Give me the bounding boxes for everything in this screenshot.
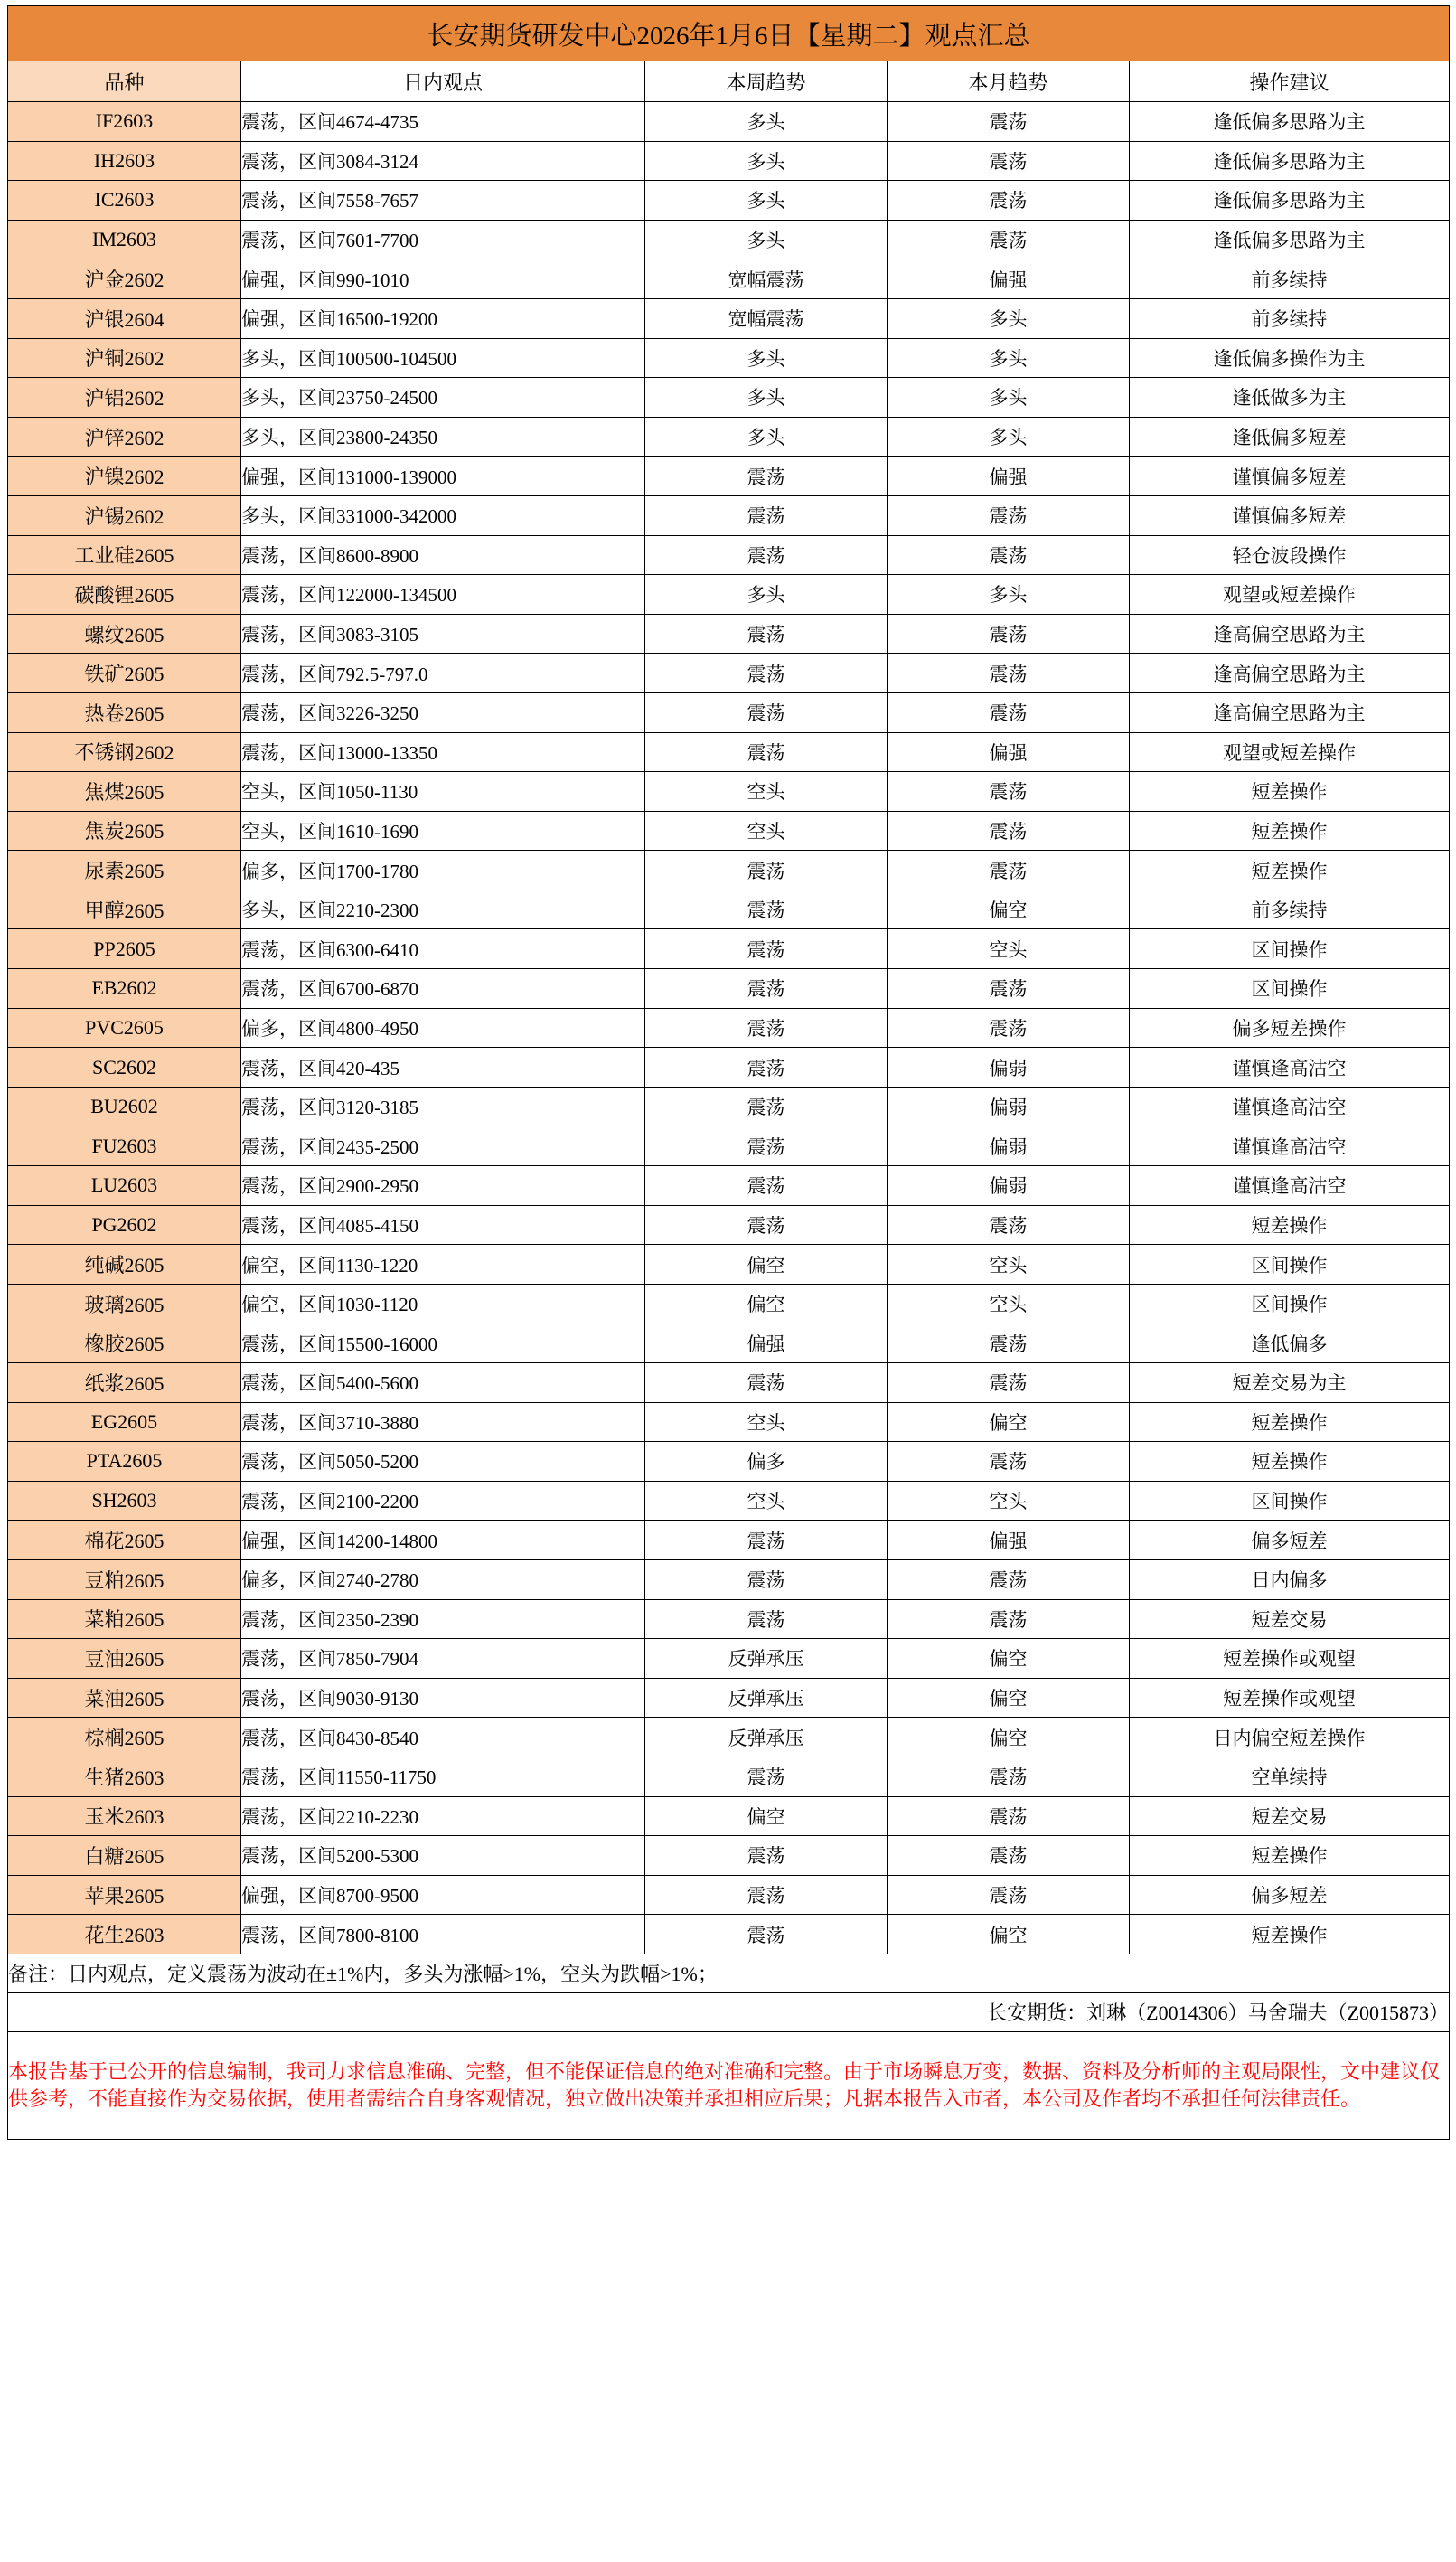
table-row — [8, 1284, 1450, 1323]
cell-intraday-view: 偏空，区间1030-1120 — [241, 1284, 645, 1323]
table-row — [8, 1126, 1450, 1166]
cell-variety: IF2603 — [8, 102, 241, 142]
cell-week-trend: 偏强 — [645, 1323, 888, 1363]
cell-advice: 逢低偏多短差 — [1130, 417, 1450, 457]
cell-intraday-view: 偏多，区间1700-1780 — [241, 851, 645, 890]
cell-advice: 谨慎逢高沽空 — [1130, 1087, 1450, 1126]
footer-note: 备注：日内观点，定义震荡为波动在±1%内，多头为涨幅>1%，空头为跌幅>1%； — [8, 1954, 1450, 1992]
column-header-intraday: 日内观点 — [241, 61, 645, 102]
table-row — [8, 1481, 1450, 1521]
table-row — [8, 1363, 1450, 1403]
cell-intraday-view: 偏强，区间990-1010 — [241, 259, 645, 299]
cell-month-trend: 震荡 — [888, 654, 1130, 693]
cell-intraday-view: 震荡，区间7850-7904 — [241, 1639, 645, 1679]
cell-intraday-view: 震荡，区间420-435 — [241, 1048, 645, 1088]
cell-advice: 逢低偏多思路为主 — [1130, 102, 1450, 142]
cell-week-trend: 震荡 — [645, 929, 888, 969]
cell-advice: 短差操作 — [1130, 772, 1450, 812]
cell-week-trend: 震荡 — [645, 732, 888, 772]
cell-week-trend: 多头 — [645, 417, 888, 457]
cell-variety: 螺纹2605 — [8, 614, 241, 654]
cell-week-trend: 偏空 — [645, 1284, 888, 1323]
cell-intraday-view: 震荡，区间2435-2500 — [241, 1126, 645, 1166]
signature-row — [8, 1992, 1450, 2031]
table-row — [8, 811, 1450, 851]
cell-month-trend: 震荡 — [888, 851, 1130, 890]
cell-advice: 观望或短差操作 — [1130, 732, 1450, 772]
cell-intraday-view: 震荡，区间4085-4150 — [241, 1205, 645, 1245]
table-row — [8, 851, 1450, 890]
cell-variety: PG2602 — [8, 1205, 241, 1245]
cell-intraday-view: 震荡，区间7558-7657 — [241, 181, 645, 221]
cell-week-trend: 反弹承压 — [645, 1718, 888, 1757]
cell-intraday-view: 多头，区间100500-104500 — [241, 338, 645, 378]
cell-advice: 短差操作 — [1130, 1836, 1450, 1876]
cell-week-trend: 空头 — [645, 811, 888, 851]
cell-week-trend: 多头 — [645, 102, 888, 142]
cell-variety: 棉花2605 — [8, 1521, 241, 1560]
cell-month-trend: 偏强 — [888, 732, 1130, 772]
cell-week-trend: 多头 — [645, 378, 888, 418]
cell-advice: 短差操作 — [1130, 1442, 1450, 1482]
cell-advice: 谨慎偏多短差 — [1130, 457, 1450, 496]
cell-week-trend: 震荡 — [645, 1205, 888, 1245]
cell-variety: 纯碱2605 — [8, 1245, 241, 1285]
cell-variety: 甲醇2605 — [8, 890, 241, 929]
cell-advice: 轻仓波段操作 — [1130, 535, 1450, 575]
table-row — [8, 929, 1450, 969]
cell-advice: 短差操作 — [1130, 1205, 1450, 1245]
cell-intraday-view: 震荡，区间122000-134500 — [241, 575, 645, 615]
cell-week-trend: 震荡 — [645, 1126, 888, 1166]
cell-intraday-view: 偏强，区间8700-9500 — [241, 1875, 645, 1915]
cell-intraday-view: 震荡，区间6300-6410 — [241, 929, 645, 969]
cell-month-trend: 震荡 — [888, 220, 1130, 259]
cell-variety: 生猪2603 — [8, 1757, 241, 1796]
cell-intraday-view: 震荡，区间2350-2390 — [241, 1599, 645, 1639]
table-row — [8, 417, 1450, 457]
report-table — [7, 5, 1450, 2140]
cell-intraday-view: 多头，区间23750-24500 — [241, 378, 645, 418]
cell-advice: 短差交易为主 — [1130, 1363, 1450, 1403]
table-row — [8, 1875, 1450, 1915]
note-row — [8, 1954, 1450, 1992]
header-row — [8, 61, 1450, 102]
cell-week-trend: 偏空 — [645, 1245, 888, 1285]
cell-advice: 短差操作 — [1130, 1915, 1450, 1954]
cell-variety: 菜油2605 — [8, 1678, 241, 1718]
cell-advice: 短差交易 — [1130, 1796, 1450, 1836]
cell-month-trend: 震荡 — [888, 969, 1130, 1009]
cell-advice: 前多续持 — [1130, 890, 1450, 929]
cell-month-trend: 偏强 — [888, 1521, 1130, 1560]
cell-month-trend: 空头 — [888, 1284, 1130, 1323]
cell-month-trend: 空头 — [888, 1245, 1130, 1285]
cell-intraday-view: 震荡，区间3084-3124 — [241, 141, 645, 181]
cell-advice: 日内偏多 — [1130, 1559, 1450, 1599]
cell-variety: 不锈钢2602 — [8, 732, 241, 772]
cell-intraday-view: 震荡，区间3226-3250 — [241, 692, 645, 732]
table-row — [8, 969, 1450, 1009]
cell-variety: 沪铜2602 — [8, 338, 241, 378]
cell-variety: BU2602 — [8, 1087, 241, 1126]
table-row — [8, 1836, 1450, 1876]
cell-variety: 焦煤2605 — [8, 772, 241, 812]
page-title: 长安期货研发中心2026年1月6日【星期二】观点汇总 — [8, 6, 1450, 61]
cell-intraday-view: 震荡，区间8600-8900 — [241, 535, 645, 575]
table-row — [8, 338, 1450, 378]
cell-advice: 空单续持 — [1130, 1757, 1450, 1796]
cell-variety: 豆油2605 — [8, 1639, 241, 1679]
cell-week-trend: 多头 — [645, 220, 888, 259]
cell-intraday-view: 震荡，区间13000-13350 — [241, 732, 645, 772]
cell-advice: 短差操作 — [1130, 851, 1450, 890]
cell-variety: 苹果2605 — [8, 1875, 241, 1915]
cell-advice: 观望或短差操作 — [1130, 575, 1450, 615]
cell-variety: SC2602 — [8, 1048, 241, 1088]
cell-intraday-view: 多头，区间331000-342000 — [241, 495, 645, 535]
cell-variety: EB2602 — [8, 969, 241, 1009]
cell-week-trend: 空头 — [645, 772, 888, 812]
cell-variety: PTA2605 — [8, 1442, 241, 1482]
cell-intraday-view: 震荡，区间3083-3105 — [241, 614, 645, 654]
cell-month-trend: 震荡 — [888, 811, 1130, 851]
cell-month-trend: 偏强 — [888, 259, 1130, 299]
cell-intraday-view: 震荡，区间6700-6870 — [241, 969, 645, 1009]
cell-intraday-view: 偏多，区间2740-2780 — [241, 1559, 645, 1599]
cell-month-trend: 震荡 — [888, 1559, 1130, 1599]
column-header-week-trend: 本周趋势 — [645, 61, 888, 102]
cell-month-trend: 多头 — [888, 417, 1130, 457]
table-row — [8, 614, 1450, 654]
cell-week-trend: 多头 — [645, 181, 888, 221]
cell-week-trend: 震荡 — [645, 614, 888, 654]
table-row — [8, 1442, 1450, 1482]
cell-variety: FU2603 — [8, 1126, 241, 1166]
cell-intraday-view: 震荡，区间5050-5200 — [241, 1442, 645, 1482]
table-row — [8, 1402, 1450, 1442]
cell-variety: 沪铝2602 — [8, 378, 241, 418]
cell-variety: 棕榈2605 — [8, 1718, 241, 1757]
cell-month-trend: 震荡 — [888, 1323, 1130, 1363]
cell-week-trend: 震荡 — [645, 890, 888, 929]
cell-advice: 短差操作或观望 — [1130, 1639, 1450, 1679]
cell-advice: 区间操作 — [1130, 969, 1450, 1009]
cell-advice: 短差操作或观望 — [1130, 1678, 1450, 1718]
cell-week-trend: 宽幅震荡 — [645, 298, 888, 338]
table-row — [8, 259, 1450, 299]
cell-month-trend: 震荡 — [888, 772, 1130, 812]
cell-variety: IM2603 — [8, 220, 241, 259]
cell-advice: 偏多短差 — [1130, 1521, 1450, 1560]
table-row — [8, 1559, 1450, 1599]
cell-week-trend: 震荡 — [645, 969, 888, 1009]
table-row — [8, 495, 1450, 535]
table-row — [8, 181, 1450, 221]
cell-week-trend: 反弹承压 — [645, 1639, 888, 1679]
column-header-variety: 品种 — [8, 61, 241, 102]
cell-intraday-view: 偏空，区间1130-1220 — [241, 1245, 645, 1285]
cell-month-trend: 偏空 — [888, 1718, 1130, 1757]
cell-intraday-view: 空头，区间1610-1690 — [241, 811, 645, 851]
cell-week-trend: 偏多 — [645, 1442, 888, 1482]
cell-advice: 逢低偏多操作为主 — [1130, 338, 1450, 378]
footer-disclaimer: 本报告基于已公开的信息编制，我司力求信息准确、完整，但不能保证信息的绝对准确和完整。由于市场瞬息万变，数据、资料及分析师的主观局限性，文中建议仅供参考，不能直接作为交易依据，使用者需结合自身客观情况，独立做出决策并承担相应后果；凡据本报告入市者，本公司及作者均不承担任何法律责任。 — [8, 2031, 1450, 2139]
table-row — [8, 1205, 1450, 1245]
cell-intraday-view: 震荡，区间9030-9130 — [241, 1678, 645, 1718]
cell-month-trend: 偏空 — [888, 1915, 1130, 1954]
table-row — [8, 1796, 1450, 1836]
cell-variety: 豆粕2605 — [8, 1559, 241, 1599]
cell-month-trend: 偏弱 — [888, 1048, 1130, 1088]
cell-month-trend: 震荡 — [888, 692, 1130, 732]
cell-intraday-view: 偏强，区间16500-19200 — [241, 298, 645, 338]
cell-month-trend: 偏空 — [888, 1678, 1130, 1718]
cell-intraday-view: 震荡，区间11550-11750 — [241, 1757, 645, 1796]
table-row — [8, 692, 1450, 732]
cell-variety: 纸浆2605 — [8, 1363, 241, 1403]
table-row — [8, 457, 1450, 496]
cell-advice: 逢高偏空思路为主 — [1130, 614, 1450, 654]
cell-month-trend: 偏强 — [888, 457, 1130, 496]
cell-variety: SH2603 — [8, 1481, 241, 1521]
cell-month-trend: 偏弱 — [888, 1126, 1130, 1166]
cell-intraday-view: 震荡，区间2900-2950 — [241, 1166, 645, 1206]
cell-intraday-view: 震荡，区间2100-2200 — [241, 1481, 645, 1521]
cell-intraday-view: 震荡，区间3710-3880 — [241, 1402, 645, 1442]
cell-intraday-view: 震荡，区间792.5-797.0 — [241, 654, 645, 693]
cell-variety: LU2603 — [8, 1166, 241, 1206]
table-row — [8, 378, 1450, 418]
cell-advice: 谨慎逢高沽空 — [1130, 1166, 1450, 1206]
cell-advice: 谨慎逢高沽空 — [1130, 1126, 1450, 1166]
cell-month-trend: 偏空 — [888, 1402, 1130, 1442]
cell-month-trend: 震荡 — [888, 1796, 1130, 1836]
cell-week-trend: 震荡 — [645, 535, 888, 575]
table-row — [8, 890, 1450, 929]
title-row — [8, 6, 1450, 61]
cell-week-trend: 震荡 — [645, 1599, 888, 1639]
cell-advice: 偏多短差操作 — [1130, 1008, 1450, 1048]
cell-month-trend: 震荡 — [888, 102, 1130, 142]
table-row — [8, 1166, 1450, 1206]
table-row — [8, 772, 1450, 812]
table-row — [8, 298, 1450, 338]
table-row — [8, 1639, 1450, 1679]
cell-advice: 区间操作 — [1130, 1481, 1450, 1521]
cell-intraday-view: 震荡，区间8430-8540 — [241, 1718, 645, 1757]
cell-month-trend: 震荡 — [888, 1875, 1130, 1915]
cell-variety: 铁矿2605 — [8, 654, 241, 693]
cell-advice: 逢高偏空思路为主 — [1130, 654, 1450, 693]
cell-variety: 沪金2602 — [8, 259, 241, 299]
cell-week-trend: 震荡 — [645, 1559, 888, 1599]
column-header-advice: 操作建议 — [1130, 61, 1450, 102]
cell-advice: 谨慎逢高沽空 — [1130, 1048, 1450, 1088]
cell-variety: 尿素2605 — [8, 851, 241, 890]
cell-month-trend: 震荡 — [888, 1599, 1130, 1639]
cell-intraday-view: 震荡，区间5400-5600 — [241, 1363, 645, 1403]
table-row — [8, 1008, 1450, 1048]
cell-advice: 区间操作 — [1130, 929, 1450, 969]
table-row — [8, 1678, 1450, 1718]
table-row — [8, 1599, 1450, 1639]
cell-variety: IC2603 — [8, 181, 241, 221]
cell-month-trend: 震荡 — [888, 181, 1130, 221]
cell-advice: 短差操作 — [1130, 1402, 1450, 1442]
cell-intraday-view: 震荡，区间5200-5300 — [241, 1836, 645, 1876]
cell-month-trend: 偏空 — [888, 890, 1130, 929]
cell-month-trend: 震荡 — [888, 1205, 1130, 1245]
cell-variety: 碳酸锂2605 — [8, 575, 241, 615]
cell-intraday-view: 偏强，区间14200-14800 — [241, 1521, 645, 1560]
cell-advice: 短差交易 — [1130, 1599, 1450, 1639]
cell-intraday-view: 震荡，区间15500-16000 — [241, 1323, 645, 1363]
table-row — [8, 141, 1450, 181]
cell-week-trend: 震荡 — [645, 1875, 888, 1915]
column-header-month-trend: 本月趋势 — [888, 61, 1130, 102]
cell-week-trend: 宽幅震荡 — [645, 259, 888, 299]
disclaimer-row — [8, 2031, 1450, 2139]
footer-signature: 长安期货：刘琳（Z0014306）马舍瑞夫（Z0015873） — [8, 1992, 1450, 2031]
cell-month-trend: 空头 — [888, 1481, 1130, 1521]
cell-advice: 逢低偏多 — [1130, 1323, 1450, 1363]
cell-advice: 逢低偏多思路为主 — [1130, 141, 1450, 181]
cell-variety: 菜粕2605 — [8, 1599, 241, 1639]
table-row — [8, 102, 1450, 142]
table-row — [8, 220, 1450, 259]
cell-month-trend: 震荡 — [888, 141, 1130, 181]
cell-intraday-view: 多头，区间2210-2300 — [241, 890, 645, 929]
cell-month-trend: 偏弱 — [888, 1087, 1130, 1126]
cell-week-trend: 震荡 — [645, 1836, 888, 1876]
cell-month-trend: 震荡 — [888, 614, 1130, 654]
cell-week-trend: 震荡 — [645, 851, 888, 890]
cell-month-trend: 偏弱 — [888, 1166, 1130, 1206]
cell-week-trend: 反弹承压 — [645, 1678, 888, 1718]
cell-variety: 沪锡2602 — [8, 495, 241, 535]
table-row — [8, 535, 1450, 575]
cell-week-trend: 震荡 — [645, 1521, 888, 1560]
cell-intraday-view: 震荡，区间3120-3185 — [241, 1087, 645, 1126]
cell-variety: 玉米2603 — [8, 1796, 241, 1836]
cell-advice: 区间操作 — [1130, 1284, 1450, 1323]
table-row — [8, 1521, 1450, 1560]
cell-advice: 区间操作 — [1130, 1245, 1450, 1285]
cell-intraday-view: 震荡，区间2210-2230 — [241, 1796, 645, 1836]
cell-variety: 白糖2605 — [8, 1836, 241, 1876]
cell-week-trend: 多头 — [645, 575, 888, 615]
cell-advice: 偏多短差 — [1130, 1875, 1450, 1915]
cell-month-trend: 多头 — [888, 298, 1130, 338]
cell-variety: IH2603 — [8, 141, 241, 181]
table-row — [8, 1757, 1450, 1796]
cell-variety: 沪镍2602 — [8, 457, 241, 496]
cell-advice: 逢高偏空思路为主 — [1130, 692, 1450, 732]
cell-week-trend: 震荡 — [645, 1008, 888, 1048]
cell-week-trend: 震荡 — [645, 457, 888, 496]
cell-month-trend: 震荡 — [888, 1757, 1130, 1796]
cell-variety: 沪锌2602 — [8, 417, 241, 457]
cell-variety: PVC2605 — [8, 1008, 241, 1048]
table-row — [8, 1048, 1450, 1088]
cell-week-trend: 震荡 — [645, 1363, 888, 1403]
cell-week-trend: 空头 — [645, 1481, 888, 1521]
table-row — [8, 1323, 1450, 1363]
cell-intraday-view: 空头，区间1050-1130 — [241, 772, 645, 812]
cell-week-trend: 多头 — [645, 141, 888, 181]
cell-week-trend: 多头 — [645, 338, 888, 378]
cell-variety: 橡胶2605 — [8, 1323, 241, 1363]
cell-variety: 热卷2605 — [8, 692, 241, 732]
cell-intraday-view: 震荡，区间7601-7700 — [241, 220, 645, 259]
cell-month-trend: 震荡 — [888, 1442, 1130, 1482]
cell-advice: 逢低做多为主 — [1130, 378, 1450, 418]
cell-advice: 短差操作 — [1130, 811, 1450, 851]
cell-advice: 前多续持 — [1130, 259, 1450, 299]
cell-month-trend: 震荡 — [888, 535, 1130, 575]
cell-week-trend: 震荡 — [645, 692, 888, 732]
cell-week-trend: 偏空 — [645, 1796, 888, 1836]
cell-intraday-view: 偏强，区间131000-139000 — [241, 457, 645, 496]
table-row — [8, 1915, 1450, 1954]
cell-advice: 逢低偏多思路为主 — [1130, 181, 1450, 221]
cell-variety: 玻璃2605 — [8, 1284, 241, 1323]
cell-week-trend: 震荡 — [645, 1048, 888, 1088]
table-row — [8, 1245, 1450, 1285]
cell-month-trend: 震荡 — [888, 1836, 1130, 1876]
cell-month-trend: 偏空 — [888, 1639, 1130, 1679]
cell-month-trend: 震荡 — [888, 1008, 1130, 1048]
cell-variety: 花生2603 — [8, 1915, 241, 1954]
report-footer — [8, 1954, 1450, 2139]
cell-variety: 焦炭2605 — [8, 811, 241, 851]
cell-month-trend: 震荡 — [888, 495, 1130, 535]
cell-week-trend: 震荡 — [645, 495, 888, 535]
table-row — [8, 1087, 1450, 1126]
cell-variety: 沪银2604 — [8, 298, 241, 338]
cell-week-trend: 震荡 — [645, 1166, 888, 1206]
cell-variety: 工业硅2605 — [8, 535, 241, 575]
cell-month-trend: 空头 — [888, 929, 1130, 969]
cell-variety: EG2605 — [8, 1402, 241, 1442]
cell-intraday-view: 偏多，区间4800-4950 — [241, 1008, 645, 1048]
cell-week-trend: 空头 — [645, 1402, 888, 1442]
cell-advice: 谨慎偏多短差 — [1130, 495, 1450, 535]
cell-month-trend: 震荡 — [888, 1363, 1130, 1403]
table-row — [8, 575, 1450, 615]
cell-advice: 逢低偏多思路为主 — [1130, 220, 1450, 259]
table-row — [8, 654, 1450, 693]
table-row — [8, 732, 1450, 772]
cell-variety: PP2605 — [8, 929, 241, 969]
cell-week-trend: 震荡 — [645, 1915, 888, 1954]
cell-intraday-view: 多头，区间23800-24350 — [241, 417, 645, 457]
cell-week-trend: 震荡 — [645, 1087, 888, 1126]
cell-advice: 前多续持 — [1130, 298, 1450, 338]
cell-week-trend: 震荡 — [645, 654, 888, 693]
cell-month-trend: 多头 — [888, 338, 1130, 378]
cell-month-trend: 多头 — [888, 575, 1130, 615]
cell-week-trend: 震荡 — [645, 1757, 888, 1796]
table-row — [8, 1718, 1450, 1757]
cell-intraday-view: 震荡，区间4674-4735 — [241, 102, 645, 142]
cell-month-trend: 多头 — [888, 378, 1130, 418]
cell-advice: 日内偏空短差操作 — [1130, 1718, 1450, 1757]
cell-intraday-view: 震荡，区间7800-8100 — [241, 1915, 645, 1954]
